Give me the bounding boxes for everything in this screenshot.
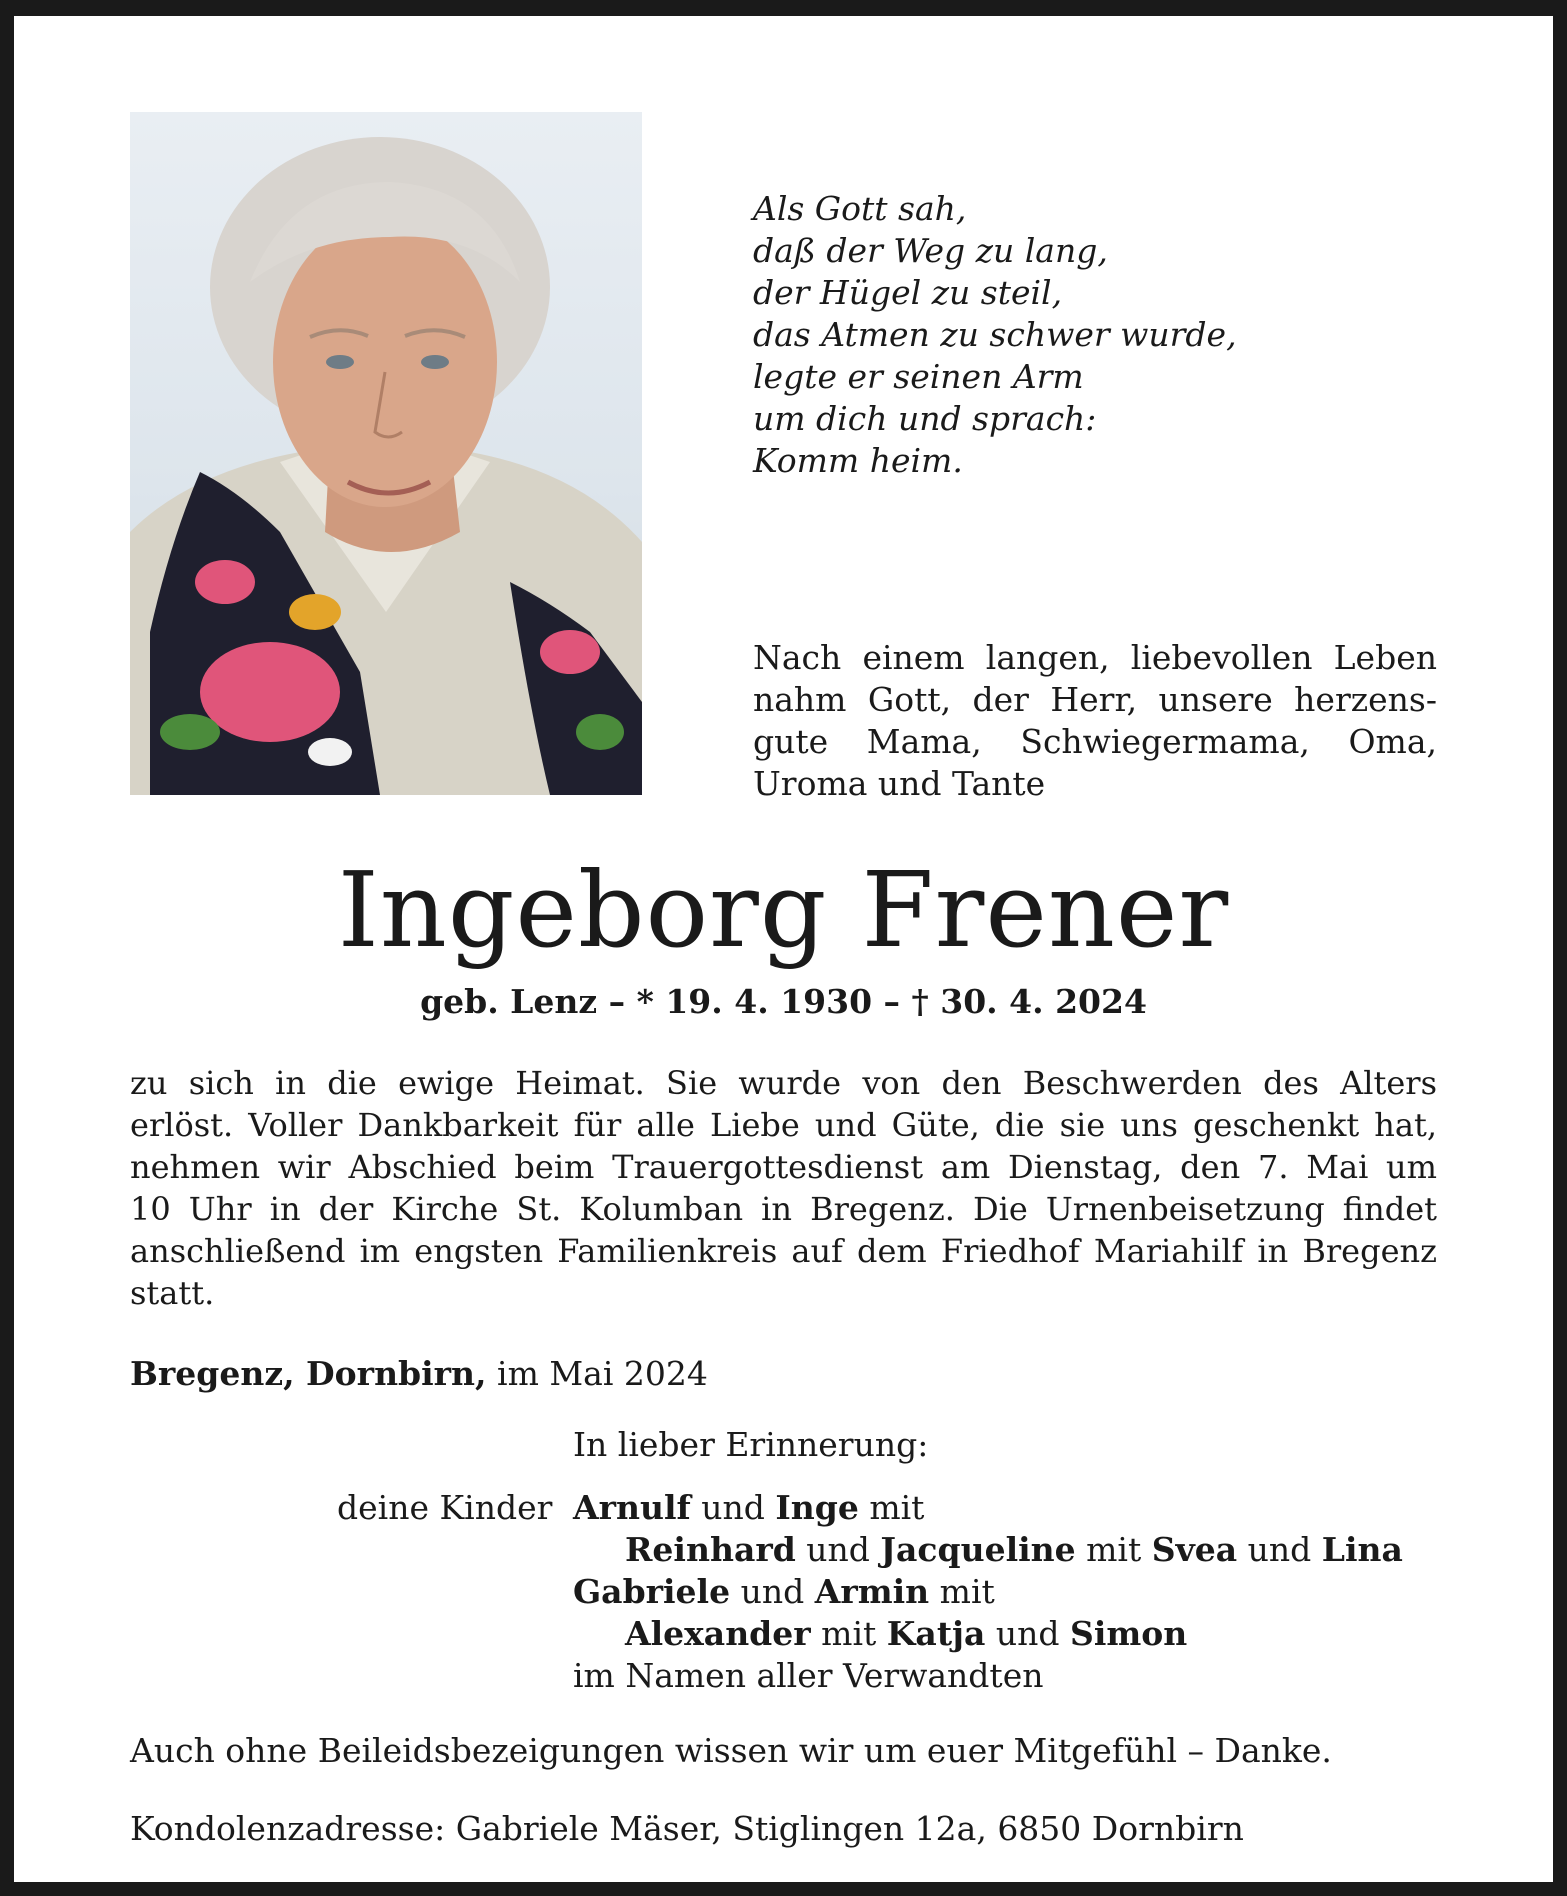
body-line: zu sich in die ewige Heimat. Sie wurde von den Beschwerden des Alters <box>130 1064 1437 1102</box>
signatory-name: Arnulf <box>573 1488 691 1527</box>
signatory-name: Svea <box>1151 1530 1238 1569</box>
poem-line: Als Gott sah, <box>753 189 967 228</box>
place-towns: Bregenz, Dornbirn, <box>130 1354 487 1393</box>
signatory-name: Reinhard <box>625 1530 796 1569</box>
poem-line: legte er seinen Arm <box>753 357 1084 396</box>
portrait-illustration <box>130 112 642 795</box>
condolence-address: Kondolenzadresse: Gabriele Mäser, Stiglingen 12a, 6850 Dornbirn <box>130 1809 1244 1848</box>
signatory-name: Jacqueline <box>880 1530 1076 1569</box>
connector-text: und <box>985 1614 1071 1653</box>
signatory-row <box>625 1529 1403 1571</box>
poem <box>753 188 1237 482</box>
deceased-name: Ingeborg Frener <box>337 849 1230 971</box>
relatives-line: im Namen aller Verwandten <box>573 1656 1044 1695</box>
children-label: deine Kinder <box>337 1488 553 1527</box>
portrait-photo <box>130 112 642 795</box>
connector-text: und <box>730 1572 815 1611</box>
signatory-name: Simon <box>1070 1614 1188 1653</box>
poem-line: Komm heim. <box>753 441 963 480</box>
body-line: 10 Uhr in der Kirche St. Kolumban in Bregenz. Die Urnenbeisetzung findet <box>130 1190 1437 1228</box>
signatory-name: Lina <box>1321 1530 1403 1569</box>
connector-text: mit <box>929 1572 995 1611</box>
signatory-name: Alexander <box>625 1614 811 1653</box>
signatory-name: Inge <box>775 1488 859 1527</box>
deceased-dates: geb. Lenz – * 19. 4. 1930 – † 30. 4. 2024 <box>420 982 1147 1021</box>
connector-text: mit <box>1075 1530 1152 1569</box>
body-line: anschließend im engsten Familienkreis auf dem Friedhof Mariahilf in Bregenz <box>130 1232 1437 1270</box>
poem-line: das Atmen zu schwer wurde, <box>753 315 1237 354</box>
body-line: nehmen wir Abschied beim Trauergottesdienst am Dienstag, den 7. Mai um <box>130 1148 1437 1186</box>
signatory-row <box>573 1487 924 1529</box>
poem-line: daß der Weg zu lang, <box>753 231 1108 270</box>
memory-heading: In lieber Erinnerung: <box>573 1425 929 1464</box>
connector-text: mit <box>858 1488 925 1527</box>
signatory-name: Gabriele <box>573 1572 731 1611</box>
signatory-name: Katja <box>886 1614 986 1653</box>
body-line: erlöst. Voller Dankbarkeit für alle Liebe und Güte, die sie uns geschenkt hat, <box>130 1106 1437 1144</box>
body-line: statt. <box>130 1274 215 1312</box>
intro-line: gute Mama, Schwiegermama, Oma, <box>753 722 1437 761</box>
connector-text: und <box>795 1530 881 1569</box>
signatory-name: Armin <box>814 1572 930 1611</box>
poem-line: der Hügel zu steil, <box>753 273 1063 312</box>
connector-text: mit <box>810 1614 887 1653</box>
place-date <box>130 1352 708 1396</box>
signatory-row <box>573 1571 995 1613</box>
intro-line: nahm Gott, der Herr, unsere herzens- <box>753 680 1437 719</box>
connector-text: und <box>1237 1530 1322 1569</box>
poem-line: um dich und sprach: <box>753 399 1097 438</box>
intro-line: Nach einem langen, liebevollen Leben <box>753 638 1437 677</box>
signatory-row <box>625 1613 1187 1655</box>
thanks-note: Auch ohne Beileidsbezeigungen wissen wir um euer Mitgefühl – Danke. <box>130 1731 1332 1770</box>
intro-paragraph <box>753 637 1437 805</box>
connector-text: und <box>690 1488 776 1527</box>
announcement-paragraph <box>130 1062 1437 1314</box>
intro-line: Uroma und Tante <box>753 764 1046 803</box>
place-month: im Mai 2024 <box>486 1354 708 1393</box>
